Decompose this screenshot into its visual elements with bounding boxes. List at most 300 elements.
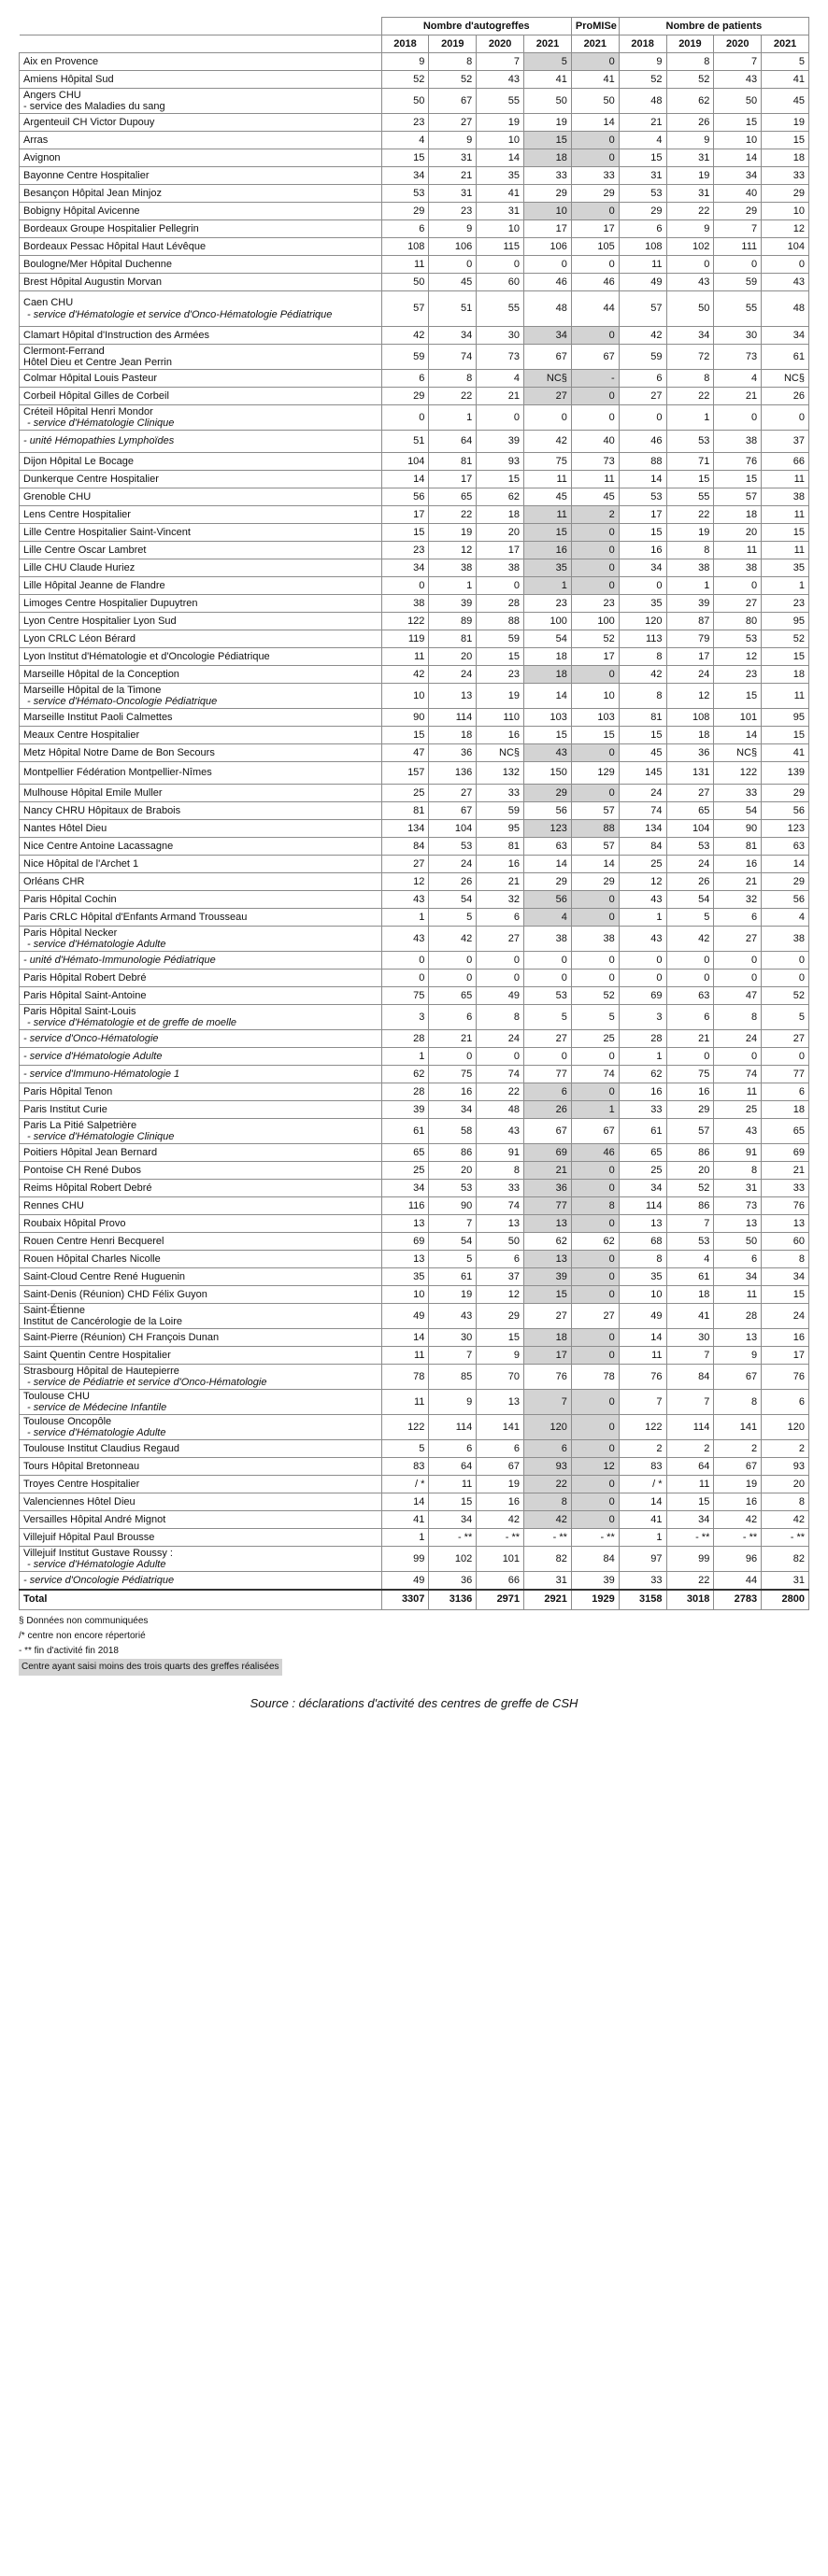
center-name-text: Lyon CRLC Léon Bérard	[23, 632, 136, 644]
value-cell: 62	[571, 1233, 619, 1251]
value-cell: 41	[524, 71, 572, 89]
value-cell: 53	[666, 1233, 714, 1251]
value-cell: 39	[666, 595, 714, 613]
value-cell: 104	[429, 820, 477, 838]
center-name	[20, 370, 382, 388]
value-cell: 134	[381, 820, 429, 838]
value-cell: 32	[714, 891, 762, 909]
value-cell: 67	[524, 1119, 572, 1144]
value-cell: 14	[619, 1493, 666, 1511]
center-name	[20, 648, 382, 666]
center-name	[20, 327, 382, 345]
value-cell: 6	[619, 370, 666, 388]
table-row	[20, 630, 809, 648]
value-cell: 11	[381, 1390, 429, 1415]
center-name-text: - service d'Onco-Hématologie	[23, 1032, 159, 1044]
footnote-nc: § Données non communiquées	[19, 1615, 149, 1626]
value-cell: 0	[666, 1048, 714, 1066]
year-header: 2021	[762, 35, 809, 53]
value-cell: 7	[524, 1390, 572, 1415]
center-name-text: Villejuif Hôpital Paul Brousse	[23, 1531, 155, 1543]
table-row	[20, 167, 809, 185]
value-cell: 122	[619, 1415, 666, 1440]
center-name	[20, 1215, 382, 1233]
center-name	[20, 1180, 382, 1197]
value-cell: 0	[762, 256, 809, 274]
value-cell: 53	[619, 185, 666, 203]
value-cell: 108	[619, 238, 666, 256]
value-cell: 8	[714, 1390, 762, 1415]
value-cell: 15	[524, 1286, 572, 1304]
value-cell: 56	[762, 802, 809, 820]
value-cell: 0	[762, 1048, 809, 1066]
value-cell: 15	[762, 727, 809, 744]
value-cell: 42	[714, 1511, 762, 1529]
value-cell: 31	[762, 1572, 809, 1590]
center-name	[20, 291, 382, 327]
center-name	[20, 709, 382, 727]
value-cell: 44	[571, 291, 619, 327]
value-cell: 10	[477, 132, 524, 149]
center-name-text: Metz Hôpital Notre Dame de Bon Secours	[23, 746, 215, 758]
value-cell: 36	[524, 1180, 572, 1197]
value-cell: 27	[714, 595, 762, 613]
value-cell: 108	[381, 238, 429, 256]
value-cell: 43	[619, 927, 666, 952]
center-name-text: Dijon Hôpital Le Bocage	[23, 455, 135, 467]
value-cell: NC§	[714, 744, 762, 762]
value-cell: 8	[666, 53, 714, 71]
value-cell: 42	[619, 327, 666, 345]
value-cell: 38	[381, 595, 429, 613]
value-cell: 32	[477, 891, 524, 909]
value-cell: 74	[429, 345, 477, 370]
value-cell: / *	[619, 1476, 666, 1493]
value-cell: 17	[524, 1347, 572, 1365]
value-cell: 129	[571, 762, 619, 785]
center-name-text: Marseille Hôpital de la Conception	[23, 668, 179, 680]
value-cell: 55	[477, 89, 524, 114]
table-row	[20, 114, 809, 132]
value-cell: 50	[714, 89, 762, 114]
value-cell: 35	[381, 1268, 429, 1286]
center-name-text: Lyon Centre Hospitalier Lyon Sud	[23, 615, 177, 627]
table-row	[20, 891, 809, 909]
center-name	[20, 1390, 382, 1415]
value-cell: 22	[666, 1572, 714, 1590]
value-cell: 36	[429, 1572, 477, 1590]
value-cell: 81	[714, 838, 762, 856]
value-cell: 19	[714, 1476, 762, 1493]
value-cell: 17	[429, 471, 477, 488]
value-cell: 46	[571, 274, 619, 291]
center-name-text: Nice Hôpital de l'Archet 1	[23, 857, 139, 870]
table-row	[20, 1066, 809, 1083]
value-cell: 33	[714, 785, 762, 802]
table-row	[20, 431, 809, 453]
center-name	[20, 802, 382, 820]
value-cell: 15	[666, 1493, 714, 1511]
table-row	[20, 909, 809, 927]
value-cell: 50	[666, 291, 714, 327]
value-cell: - **	[429, 1529, 477, 1547]
value-cell: 15	[381, 727, 429, 744]
value-cell: 48	[619, 89, 666, 114]
center-name-text: Nantes Hôtel Dieu	[23, 822, 107, 834]
value-cell: 65	[666, 802, 714, 820]
value-cell: 0	[524, 970, 572, 987]
value-cell: 0	[571, 1251, 619, 1268]
value-cell: 67	[477, 1458, 524, 1476]
value-cell: 19	[524, 114, 572, 132]
value-cell: 38	[477, 559, 524, 577]
value-cell: 54	[714, 802, 762, 820]
value-cell: 1	[381, 1529, 429, 1547]
value-cell: 42	[477, 1511, 524, 1529]
value-cell: 67	[429, 89, 477, 114]
value-cell: 83	[381, 1458, 429, 1476]
value-cell: NC§	[524, 370, 572, 388]
value-cell: 27	[524, 1030, 572, 1048]
value-cell: 27	[429, 785, 477, 802]
value-cell: 104	[762, 238, 809, 256]
value-cell: 33	[762, 1180, 809, 1197]
value-cell: 15	[762, 1286, 809, 1304]
value-cell: 17	[571, 220, 619, 238]
value-cell: 0	[524, 256, 572, 274]
value-cell: 123	[762, 820, 809, 838]
center-name	[20, 970, 382, 987]
value-cell: 2	[571, 506, 619, 524]
center-name	[20, 167, 382, 185]
center-name	[20, 1030, 382, 1048]
value-cell: 23	[381, 542, 429, 559]
value-cell: 61	[619, 1119, 666, 1144]
center-name-text: Limoges Centre Hospitalier Dupuytren	[23, 597, 198, 609]
value-cell: 103	[571, 709, 619, 727]
value-cell: 15	[381, 149, 429, 167]
value-cell: 53	[714, 630, 762, 648]
total-cell: 1929	[571, 1590, 619, 1610]
value-cell: 57	[714, 488, 762, 506]
value-cell: 23	[524, 595, 572, 613]
value-cell: 57	[666, 1119, 714, 1144]
value-cell: 16	[477, 727, 524, 744]
value-cell: 13	[381, 1251, 429, 1268]
center-name	[20, 666, 382, 684]
value-cell: 53	[666, 431, 714, 453]
value-cell: 21	[714, 388, 762, 405]
value-cell: 15	[714, 471, 762, 488]
value-cell: 33	[619, 1572, 666, 1590]
value-cell: 67	[571, 1119, 619, 1144]
value-cell: 19	[429, 1286, 477, 1304]
table-row	[20, 345, 809, 370]
table-row	[20, 1251, 809, 1268]
value-cell: 90	[429, 1197, 477, 1215]
center-name	[20, 388, 382, 405]
center-name-text: Rennes CHU	[23, 1199, 84, 1211]
table-row	[20, 488, 809, 506]
value-cell: 26	[666, 873, 714, 891]
value-cell: 1	[666, 405, 714, 431]
center-name	[20, 1083, 382, 1101]
value-cell: 21	[477, 873, 524, 891]
value-cell: 61	[429, 1268, 477, 1286]
value-cell: 8	[619, 684, 666, 709]
value-cell: 13	[714, 1329, 762, 1347]
center-name	[20, 132, 382, 149]
center-name	[20, 1347, 382, 1365]
value-cell: 9	[381, 53, 429, 71]
value-cell: 10	[381, 684, 429, 709]
value-cell: 10	[571, 684, 619, 709]
value-cell: 18	[762, 1101, 809, 1119]
value-cell: 0	[666, 952, 714, 970]
value-cell: 60	[477, 274, 524, 291]
value-cell: 86	[429, 1144, 477, 1162]
value-cell: 10	[477, 220, 524, 238]
value-cell: 13	[714, 1215, 762, 1233]
value-cell: 75	[381, 987, 429, 1005]
table-row	[20, 1572, 809, 1590]
value-cell: 5	[762, 1005, 809, 1030]
value-cell: 15	[619, 524, 666, 542]
value-cell: 6	[477, 909, 524, 927]
center-subname: - service des Maladies du sang	[23, 101, 165, 112]
center-name	[20, 185, 382, 203]
value-cell: 88	[571, 820, 619, 838]
value-cell: 0	[571, 1390, 619, 1415]
value-cell: 0	[571, 1511, 619, 1529]
value-cell: 0	[619, 405, 666, 431]
value-cell: 41	[477, 185, 524, 203]
value-cell: 50	[381, 274, 429, 291]
value-cell: 29	[571, 873, 619, 891]
total-row	[20, 1590, 809, 1610]
center-name-text: Orléans CHR	[23, 875, 85, 887]
value-cell: 18	[524, 666, 572, 684]
value-cell: 122	[714, 762, 762, 785]
value-cell: 23	[381, 114, 429, 132]
value-cell: 14	[381, 1493, 429, 1511]
table-row	[20, 238, 809, 256]
value-cell: 17	[762, 1347, 809, 1365]
table-row	[20, 838, 809, 856]
value-cell: 0	[477, 970, 524, 987]
value-cell: 7	[714, 220, 762, 238]
center-name-text: Mulhouse Hôpital Emile Muller	[23, 786, 163, 799]
value-cell: 63	[666, 987, 714, 1005]
value-cell: 6	[429, 1005, 477, 1030]
center-name-text: - service d'Hématologie Adulte	[23, 1050, 163, 1062]
center-name-text: Villejuif Institut Gustave Roussy :	[23, 1547, 173, 1559]
value-cell: 6	[714, 909, 762, 927]
value-cell: 47	[714, 987, 762, 1005]
value-cell: 9	[714, 1347, 762, 1365]
value-cell: 0	[571, 203, 619, 220]
value-cell: 90	[714, 820, 762, 838]
value-cell: 39	[477, 431, 524, 453]
value-cell: 18	[524, 1329, 572, 1347]
value-cell: 0	[762, 970, 809, 987]
value-cell: 52	[619, 71, 666, 89]
table-row	[20, 613, 809, 630]
value-cell: 15	[619, 727, 666, 744]
value-cell: 22	[666, 388, 714, 405]
value-cell: 0	[571, 327, 619, 345]
table-row	[20, 256, 809, 274]
value-cell: 43	[429, 1304, 477, 1329]
table-row	[20, 291, 809, 327]
value-cell: 23	[714, 666, 762, 684]
value-cell: 38	[571, 927, 619, 952]
value-cell: 8	[429, 370, 477, 388]
value-cell: 5	[524, 53, 572, 71]
center-name	[20, 577, 382, 595]
value-cell: 0	[714, 577, 762, 595]
value-cell: 35	[619, 595, 666, 613]
value-cell: 19	[666, 167, 714, 185]
value-cell: 9	[429, 1390, 477, 1415]
value-cell: 70	[477, 1365, 524, 1390]
value-cell: 15	[524, 727, 572, 744]
center-name-text: Paris Hôpital Saint-Louis	[23, 1005, 136, 1017]
value-cell: 53	[619, 488, 666, 506]
value-cell: 52	[762, 987, 809, 1005]
value-cell: 41	[619, 1511, 666, 1529]
value-cell: 16	[714, 1493, 762, 1511]
center-name	[20, 238, 382, 256]
value-cell: 0	[381, 952, 429, 970]
value-cell: 0	[571, 1329, 619, 1347]
value-cell: 57	[571, 802, 619, 820]
value-cell: 29	[666, 1101, 714, 1119]
value-cell: 20	[762, 1476, 809, 1493]
table-row	[20, 856, 809, 873]
value-cell: 14	[571, 856, 619, 873]
value-cell: 52	[571, 987, 619, 1005]
value-cell: 81	[429, 630, 477, 648]
center-name-text: Montpellier Fédération Montpellier-Nîmes	[23, 767, 212, 779]
value-cell: 41	[571, 71, 619, 89]
center-name-text: Reims Hôpital Robert Debré	[23, 1182, 152, 1194]
table-row	[20, 1415, 809, 1440]
value-cell: 0	[571, 405, 619, 431]
center-name	[20, 1458, 382, 1476]
value-cell: 27	[524, 1304, 572, 1329]
value-cell: 27	[714, 927, 762, 952]
value-cell: 5	[571, 1005, 619, 1030]
value-cell: 39	[524, 1268, 572, 1286]
table-row	[20, 1286, 809, 1304]
value-cell: 13	[524, 1251, 572, 1268]
total-cell: 2800	[762, 1590, 809, 1610]
value-cell: 53	[524, 987, 572, 1005]
value-cell: 10	[619, 1286, 666, 1304]
value-cell: 21	[762, 1162, 809, 1180]
value-cell: 0	[571, 1180, 619, 1197]
value-cell: 38	[762, 488, 809, 506]
value-cell: 31	[477, 203, 524, 220]
center-name	[20, 873, 382, 891]
value-cell: 22	[524, 1476, 572, 1493]
value-cell: 34	[619, 559, 666, 577]
value-cell: 0	[666, 256, 714, 274]
value-cell: 23	[762, 595, 809, 613]
value-cell: 0	[619, 970, 666, 987]
value-cell: 77	[762, 1066, 809, 1083]
value-cell: 39	[429, 595, 477, 613]
value-cell: 8	[571, 1197, 619, 1215]
value-cell: 1	[381, 1048, 429, 1066]
value-cell: 99	[381, 1547, 429, 1572]
value-cell: 15	[429, 1493, 477, 1511]
value-cell: 61	[381, 1119, 429, 1144]
value-cell: 15	[524, 132, 572, 149]
center-name-text: Colmar Hôpital Louis Pasteur	[23, 372, 158, 384]
value-cell: 1	[666, 577, 714, 595]
value-cell: 34	[429, 1101, 477, 1119]
value-cell: 0	[571, 666, 619, 684]
value-cell: 100	[524, 613, 572, 630]
value-cell: 0	[571, 785, 619, 802]
value-cell: 50	[477, 1233, 524, 1251]
value-cell: 69	[762, 1144, 809, 1162]
value-cell: 0	[381, 577, 429, 595]
center-name-text: Saint-Cloud Centre René Huguenin	[23, 1270, 186, 1282]
value-cell: 18	[666, 727, 714, 744]
value-cell: 36	[666, 744, 714, 762]
value-cell: 22	[477, 1083, 524, 1101]
value-cell: 21	[429, 1030, 477, 1048]
table-row	[20, 71, 809, 89]
value-cell: 11	[381, 648, 429, 666]
table-row	[20, 1365, 809, 1390]
value-cell: 15	[477, 471, 524, 488]
value-cell: 120	[762, 1415, 809, 1440]
value-cell: 1	[381, 909, 429, 927]
value-cell: 28	[714, 1304, 762, 1329]
value-cell: 11	[381, 256, 429, 274]
value-cell: 73	[714, 1197, 762, 1215]
value-cell: 34	[714, 167, 762, 185]
center-name	[20, 1547, 382, 1572]
value-cell: 11	[762, 506, 809, 524]
value-cell: 37	[477, 1268, 524, 1286]
center-name-text: Aix en Provence	[23, 55, 99, 67]
value-cell: 0	[714, 256, 762, 274]
value-cell: 29	[524, 873, 572, 891]
value-cell: 4	[762, 909, 809, 927]
center-name-text: Lille Centre Oscar Lambret	[23, 544, 147, 556]
value-cell: 29	[619, 203, 666, 220]
value-cell: 21	[477, 388, 524, 405]
center-name-text: Avignon	[23, 151, 61, 163]
value-cell: 89	[429, 613, 477, 630]
center-name-text: Poitiers Hôpital Jean Bernard	[23, 1146, 158, 1158]
center-name	[20, 1365, 382, 1390]
center-name	[20, 524, 382, 542]
center-name	[20, 1286, 382, 1304]
value-cell: - **	[714, 1529, 762, 1547]
value-cell: 34	[762, 327, 809, 345]
value-cell: 64	[666, 1458, 714, 1476]
value-cell: 76	[714, 453, 762, 471]
value-cell: 95	[477, 820, 524, 838]
value-cell: 1	[524, 577, 572, 595]
table-row	[20, 132, 809, 149]
